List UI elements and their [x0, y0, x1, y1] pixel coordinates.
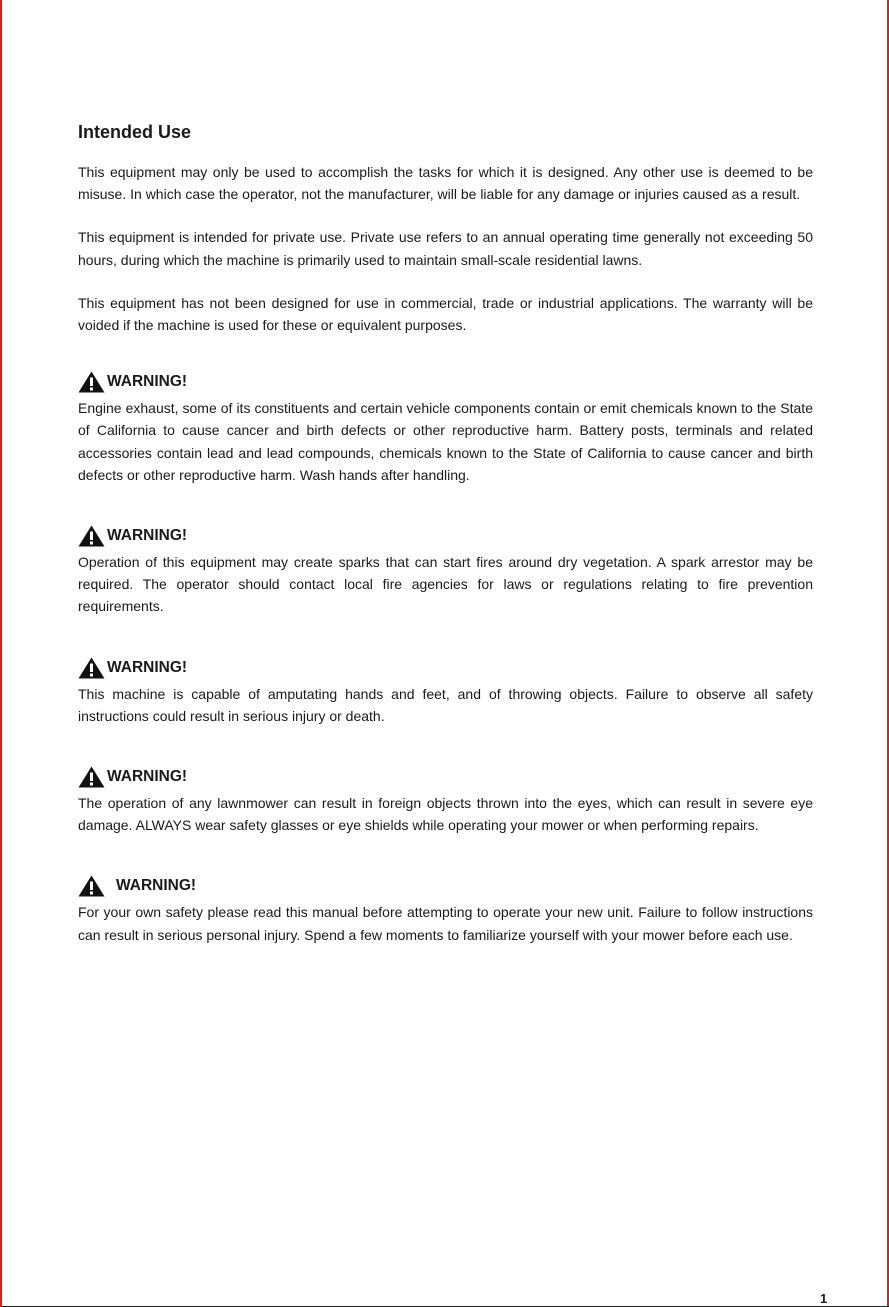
warning-label: WARNING! [107, 658, 188, 676]
page-number: 1 [820, 1291, 828, 1306]
warning-block-amputation [78, 657, 813, 727]
warning-text: This machine is capable of amputating hands and feet, and of throwing objects. Failure to observe all safety instructions could result in serious injury or death. [78, 685, 813, 724]
warning-block-read-manual [78, 875, 813, 945]
intended-use-paragraph-3: This equipment has not been designed for use in commercial, trade or industrial applications. The warranty will be voided if the machine is used for these or equivalent purposes. [78, 294, 813, 334]
warning-triangle-icon [78, 525, 105, 547]
warning-block-eye-protection [78, 766, 813, 836]
warning-text: Operation of this equipment may create sparks that can start fires around dry vegetation. A spark arrestor may be required. The operator should contact local fire agencies for laws or regulations relating to fire prevention requirements. [78, 554, 813, 615]
warning-label: WARNING! [107, 768, 188, 786]
warning-text: For your own safety please read this manual before attempting to operate your new unit. Failure to follow instructions can result in serious personal injury. Spend a few moments to familiarize yourself with your mower before each use. [78, 904, 813, 943]
page-content [78, 121, 813, 985]
warning-triangle-icon [78, 766, 105, 788]
warning-triangle-icon [78, 657, 105, 679]
warning-heading [78, 657, 813, 679]
warning-triangle-icon [78, 371, 105, 393]
section-title: Intended Use [78, 122, 192, 142]
warning-heading [78, 875, 813, 897]
warning-block-sparks [78, 525, 813, 618]
warning-label: WARNING! [116, 877, 197, 895]
warning-heading [78, 766, 813, 788]
intended-use-paragraph-2: This equipment is intended for private use. Private use refers to an annual operating time generally not exceeding 50 hours, during which the machine is primarily used to maintain small-scale residential lawns. [78, 229, 813, 268]
warning-text: The operation of any lawnmower can result in foreign objects thrown into the eyes, which can result in severe eye damage. ALWAYS wear safety glasses or eye shields while operating your mower or when performing repairs. [78, 795, 813, 834]
warning-heading [78, 525, 813, 547]
warning-heading [78, 371, 813, 393]
warning-text: Engine exhaust, some of its constituents and certain vehicle components contain or emit chemicals known to the State of California to cause cancer and birth defects or other reproductive harm. Battery posts, terminals and related accessories contain lead and lead compounds, chemicals known to the State of California to cause cancer and birth defects or other reproductive harm. Wash hands after handling. [78, 400, 813, 483]
warning-triangle-icon [78, 875, 105, 897]
warning-label: WARNING! [107, 373, 188, 391]
warning-block-california-chemicals [78, 371, 813, 486]
intended-use-paragraph-1: This equipment may only be used to accomplish the tasks for which it is designed. Any other use is deemed to be misuse. In which case the operator, not the manufacturer, will be liable for any damage or injuries caused as a result. [78, 164, 813, 203]
warning-label: WARNING! [107, 527, 188, 545]
